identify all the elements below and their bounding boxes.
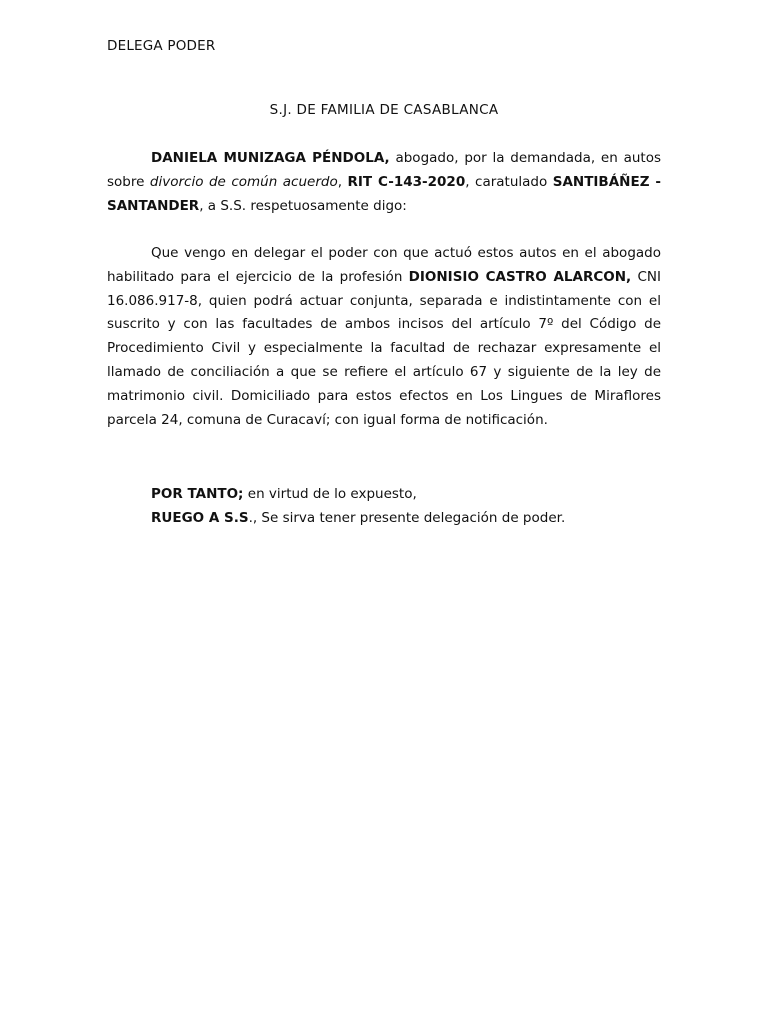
body-text-2: CNI 16.086.917-8, quien podrá actuar conjunta, separada e indistintamente con el suscrito y con las facultades de ambos incisos del artículo 7º del Código de Procedimiento Civil y especialmente la facultad de rechazar expresamente el llamado de conciliación a que se refiere el artículo 67 y siguiente de la ley de matrimonio civil. Domiciliado para estos efectos en Los Lingues de Miraflores parcela 24, comuna de Curacaví; con igual forma de notificación.: [107, 268, 661, 428]
rit-number: RIT C-143-2020: [347, 173, 466, 190]
ruego-line: [107, 507, 661, 531]
por-tanto-line: [107, 483, 661, 507]
case-parties: SANTIBÁÑEZ - SANTANDER: [107, 173, 661, 214]
intro-paragraph: [107, 147, 661, 218]
court-heading: [0, 102, 768, 118]
ruego-label: RUEGO A S.S: [151, 509, 249, 526]
delegate-name: DIONISIO CASTRO ALARCON,: [408, 268, 632, 285]
por-tanto-label: POR TANTO;: [151, 486, 244, 502]
case-type: divorcio de común acuerdo: [149, 173, 338, 190]
intro-text-2: ,: [337, 173, 348, 190]
court-name: S.J. DE FAMILIA DE CASABLANCA: [269, 102, 499, 118]
attorney-name: DANIELA MUNIZAGA PÉNDOLA,: [151, 150, 390, 166]
body-text-1: Que vengo en delegar el poder con que actuó estos autos en el abogado habilitado para el ejercicio de la profesión: [107, 245, 661, 285]
ruego-text: ., Se sirva tener presente delegación de poder.: [248, 509, 566, 526]
intro-text-4: , a S.S. respetuosamente digo:: [199, 197, 407, 214]
body-paragraph: [107, 242, 661, 432]
closing-block: [107, 483, 661, 531]
intro-text-1: abogado, por la demandada, en autos sobre: [107, 150, 661, 190]
por-tanto-text: en virtud de lo expuesto,: [243, 486, 417, 502]
document-title: DELEGA PODER: [107, 38, 216, 54]
intro-text-3: , caratulado: [465, 173, 553, 190]
